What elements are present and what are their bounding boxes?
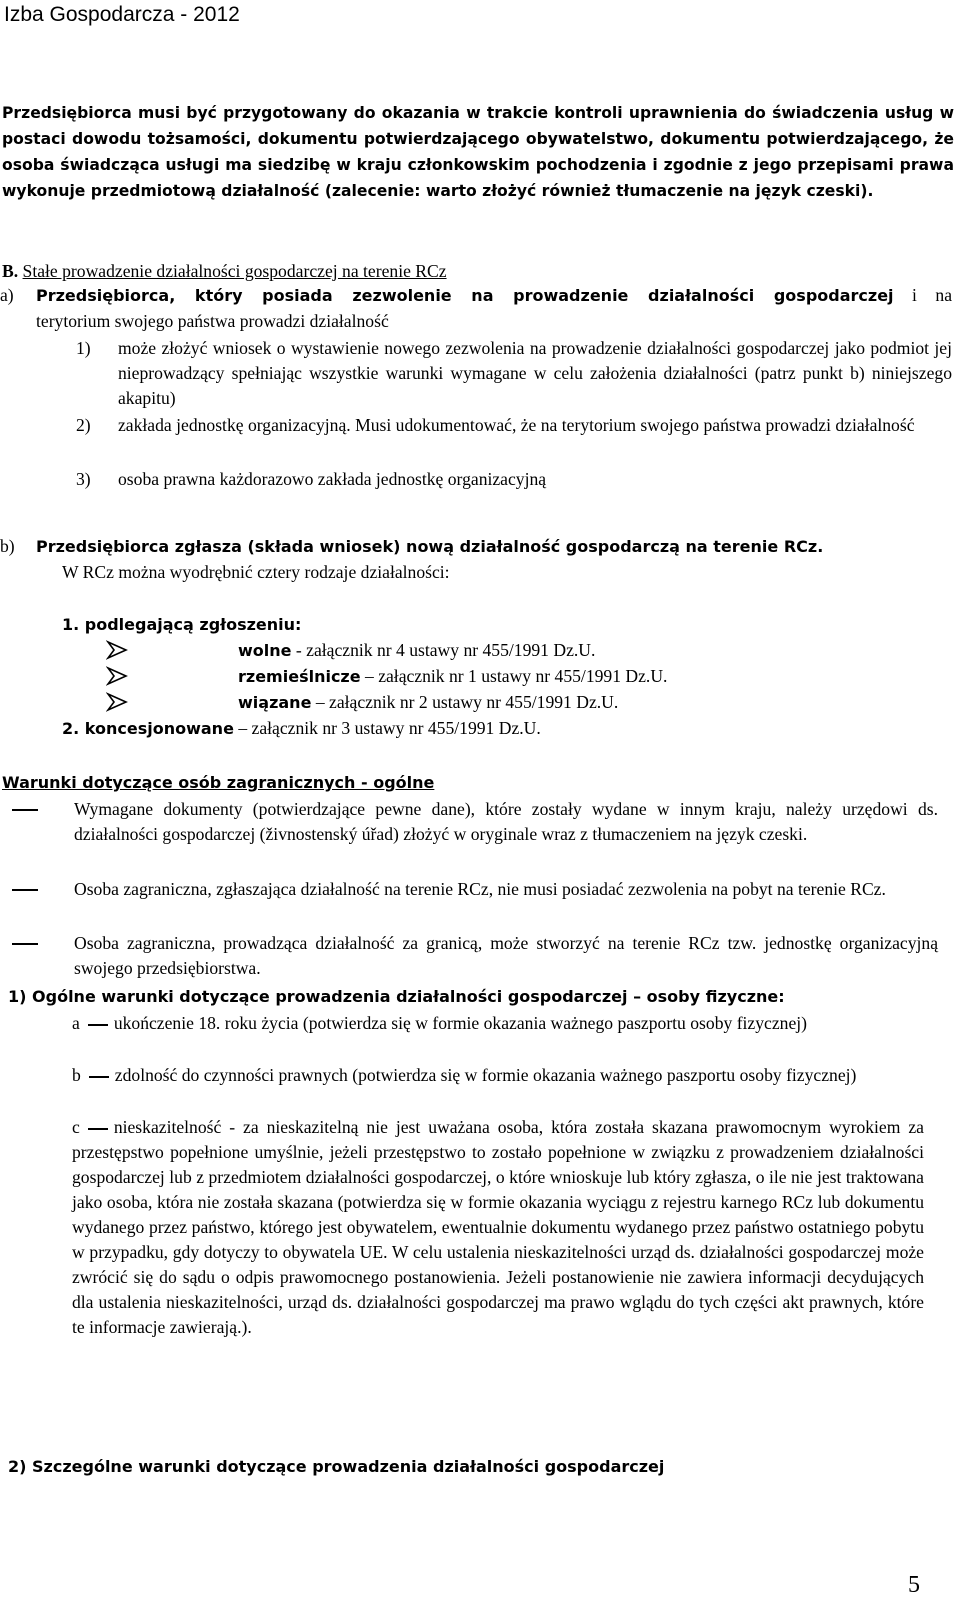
- general-conditions-heading: 1) Ogólne warunki dotyczące prowadzenia działalności gospodarczej – osoby fizyczne:: [8, 987, 785, 1006]
- subsection-b-title: Przedsiębiorca zgłasza (składa wniosek) nową działalność gospodarczą na terenie RCz.: [36, 537, 824, 556]
- bullet-item-bold: wiązane: [238, 693, 312, 712]
- condition-text: zdolność do czynności prawnych (potwierdza się w formie okazania ważnego paszportu osoby fizycznej): [114, 1065, 857, 1085]
- dash-bullet: [12, 943, 38, 945]
- subsection-a-continuation: terytorium swojego państwa prowadzi działalność: [36, 311, 389, 331]
- section-b-lead: B.: [2, 261, 19, 281]
- list-item-number: 3): [76, 469, 91, 489]
- section-b-heading: [2, 259, 950, 284]
- subsection-b-label: b): [0, 536, 15, 556]
- dash-bullet: [89, 1076, 109, 1078]
- list-item-text: osoba prawna każdorazowo zakłada jednostkę organizacyjną: [118, 469, 547, 489]
- list-item-text: może złożyć wniosek o wystawienie nowego zezwolenia na prowadzenie działalności gospodarczej jako podmiot jej nieprowadzący spełniając wszystkie warunki wymagane w celu założenia działalności (patrz punkt b) niniejszego akapitu): [118, 338, 952, 408]
- dash-bullet: [12, 889, 38, 891]
- category-heading: 1. podlegającą zgłoszeniu:: [62, 615, 302, 634]
- list-item-number: 2): [76, 415, 91, 435]
- subsection-a-text: [36, 283, 952, 308]
- category-2-text: – załącznik nr 3 ustawy nr 455/1991 Dz.U.: [233, 718, 541, 738]
- dash-item-text: Osoba zagraniczna, prowadząca działalność za granicą, może stworzyć na terenie RCz tzw. jednostkę organizacyjną swojego przedsiębiorstwa.: [74, 933, 938, 978]
- bullet-item-text: - załącznik nr 4 ustawy nr 455/1991 Dz.U.: [291, 640, 596, 660]
- page-header: Izba Gospodarcza - 2012: [4, 3, 240, 26]
- dash-bullet: [88, 1024, 108, 1026]
- subsection-a-label: a): [0, 285, 14, 305]
- subsection-a-rest: i na: [893, 285, 953, 305]
- condition-item: [72, 1063, 924, 1088]
- condition-text: nieskazitelność - za nieskazitelną nie jest uważana osoba, która została skazana prawomocnym wyrokiem za przestępstwo popełnione umyślnie, jeżeli przestępstwo to zostało popełnione w związku z prowadzeniem działalności gospodarczej lub z przedmiotem działalności gospodarczej, o które wnioskuje lub który zgłasza, o ile nie jest traktowana jako osoba, która nie została skazana (potwierdza się w formie okazania wyciągu z rejestru karnego RCz lub dokumentu wydanego przez państwo, którego jest obywatelem, ewentualnie dokumentu wydanego przez państwo ostatniego pobytu w przypadku, gdy dotyczy to obywatela UE. W celu ustalenia nieskazitelności urząd ds. działalności gospodarczej może zwrócić się do sądu o odpis prawomocnego postanowienia. Jeżeli postanowienie nie zawiera informacji decydujących dla ustalenia nieskazitelności, urząd ds. działalności gospodarczej ma prawo wglądu do tych części akt prawnych, które te informacje zawierają.).: [72, 1117, 924, 1337]
- bullet-item-text: – załącznik nr 1 ustawy nr 455/1991 Dz.U.: [360, 666, 668, 686]
- condition-letter: b: [72, 1065, 81, 1085]
- conditions-heading: Warunki dotyczące osób zagranicznych - ogólne: [2, 773, 435, 792]
- subsection-b-note: W RCz można wyodrębnić cztery rodzaje działalności:: [62, 562, 450, 582]
- bullet-item-bold: wolne: [238, 641, 292, 660]
- intro-paragraph: Przedsiębiorca musi być przygotowany do okazania w trakcie kontroli uprawnienia do świadczenia usług w postaci dowodu tożsamości, dokumentu potwierdzającego obywatelstwo, dokumentu potwierdzającego, że osoba świadcząca usługi ma siedzibę w kraju członkowskim pochodzenia i zgodnie z jego przepisami prawa wykonuje przedmiotową działalność (zalecenie: warto złożyć również tłumaczenie na język czeski).: [2, 104, 954, 200]
- arrow-bullet-icon: [106, 692, 128, 712]
- condition-letter: a: [72, 1013, 80, 1033]
- page-number: 5: [908, 1572, 920, 1598]
- dash-bullet: [88, 1128, 108, 1130]
- list-item-number: 1): [76, 338, 91, 358]
- list-item-text: zakłada jednostkę organizacyjną. Musi udokumentować, że na terytorium swojego państwa prowadzi działalność: [118, 415, 915, 435]
- dash-bullet: [12, 809, 38, 811]
- bullet-item-text: – załącznik nr 2 ustawy nr 455/1991 Dz.U.: [311, 692, 619, 712]
- category-2-bold: 2. koncesjonowane: [62, 719, 234, 738]
- bullet-item-bold: rzemieślnicze: [238, 667, 361, 686]
- special-conditions-heading: 2) Szczególne warunki dotyczące prowadzenia działalności gospodarczej: [8, 1457, 665, 1476]
- dash-item-text: Wymagane dokumenty (potwierdzające pewne dane), które zostały wydane w innym kraju, należy urzędowi ds. działalności gospodarczej (živnostenský úřad) złożyć w oryginale wraz z tłumaczeniem na język czeski.: [74, 799, 938, 844]
- arrow-bullet-icon: [106, 640, 128, 660]
- arrow-bullet-icon: [106, 666, 128, 686]
- condition-item: [72, 1011, 924, 1036]
- condition-item: [72, 1115, 924, 1340]
- condition-text: ukończenie 18. roku życia (potwierdza się w formie okazania ważnego paszportu osoby fizycznej): [113, 1013, 808, 1033]
- category-heading-2: [62, 716, 541, 741]
- section-b-title: Stałe prowadzenie działalności gospodarczej na terenie RCz: [22, 261, 447, 281]
- condition-letter: c: [72, 1117, 80, 1137]
- dash-item-text: Osoba zagraniczna, zgłaszająca działalność na terenie RCz, nie musi posiadać zezwolenia na pobyt na terenie RCz.: [74, 879, 886, 899]
- subsection-a-bold: Przedsiębiorca, który posiada zezwolenie na prowadzenie działalności gospodarczej: [36, 286, 894, 305]
